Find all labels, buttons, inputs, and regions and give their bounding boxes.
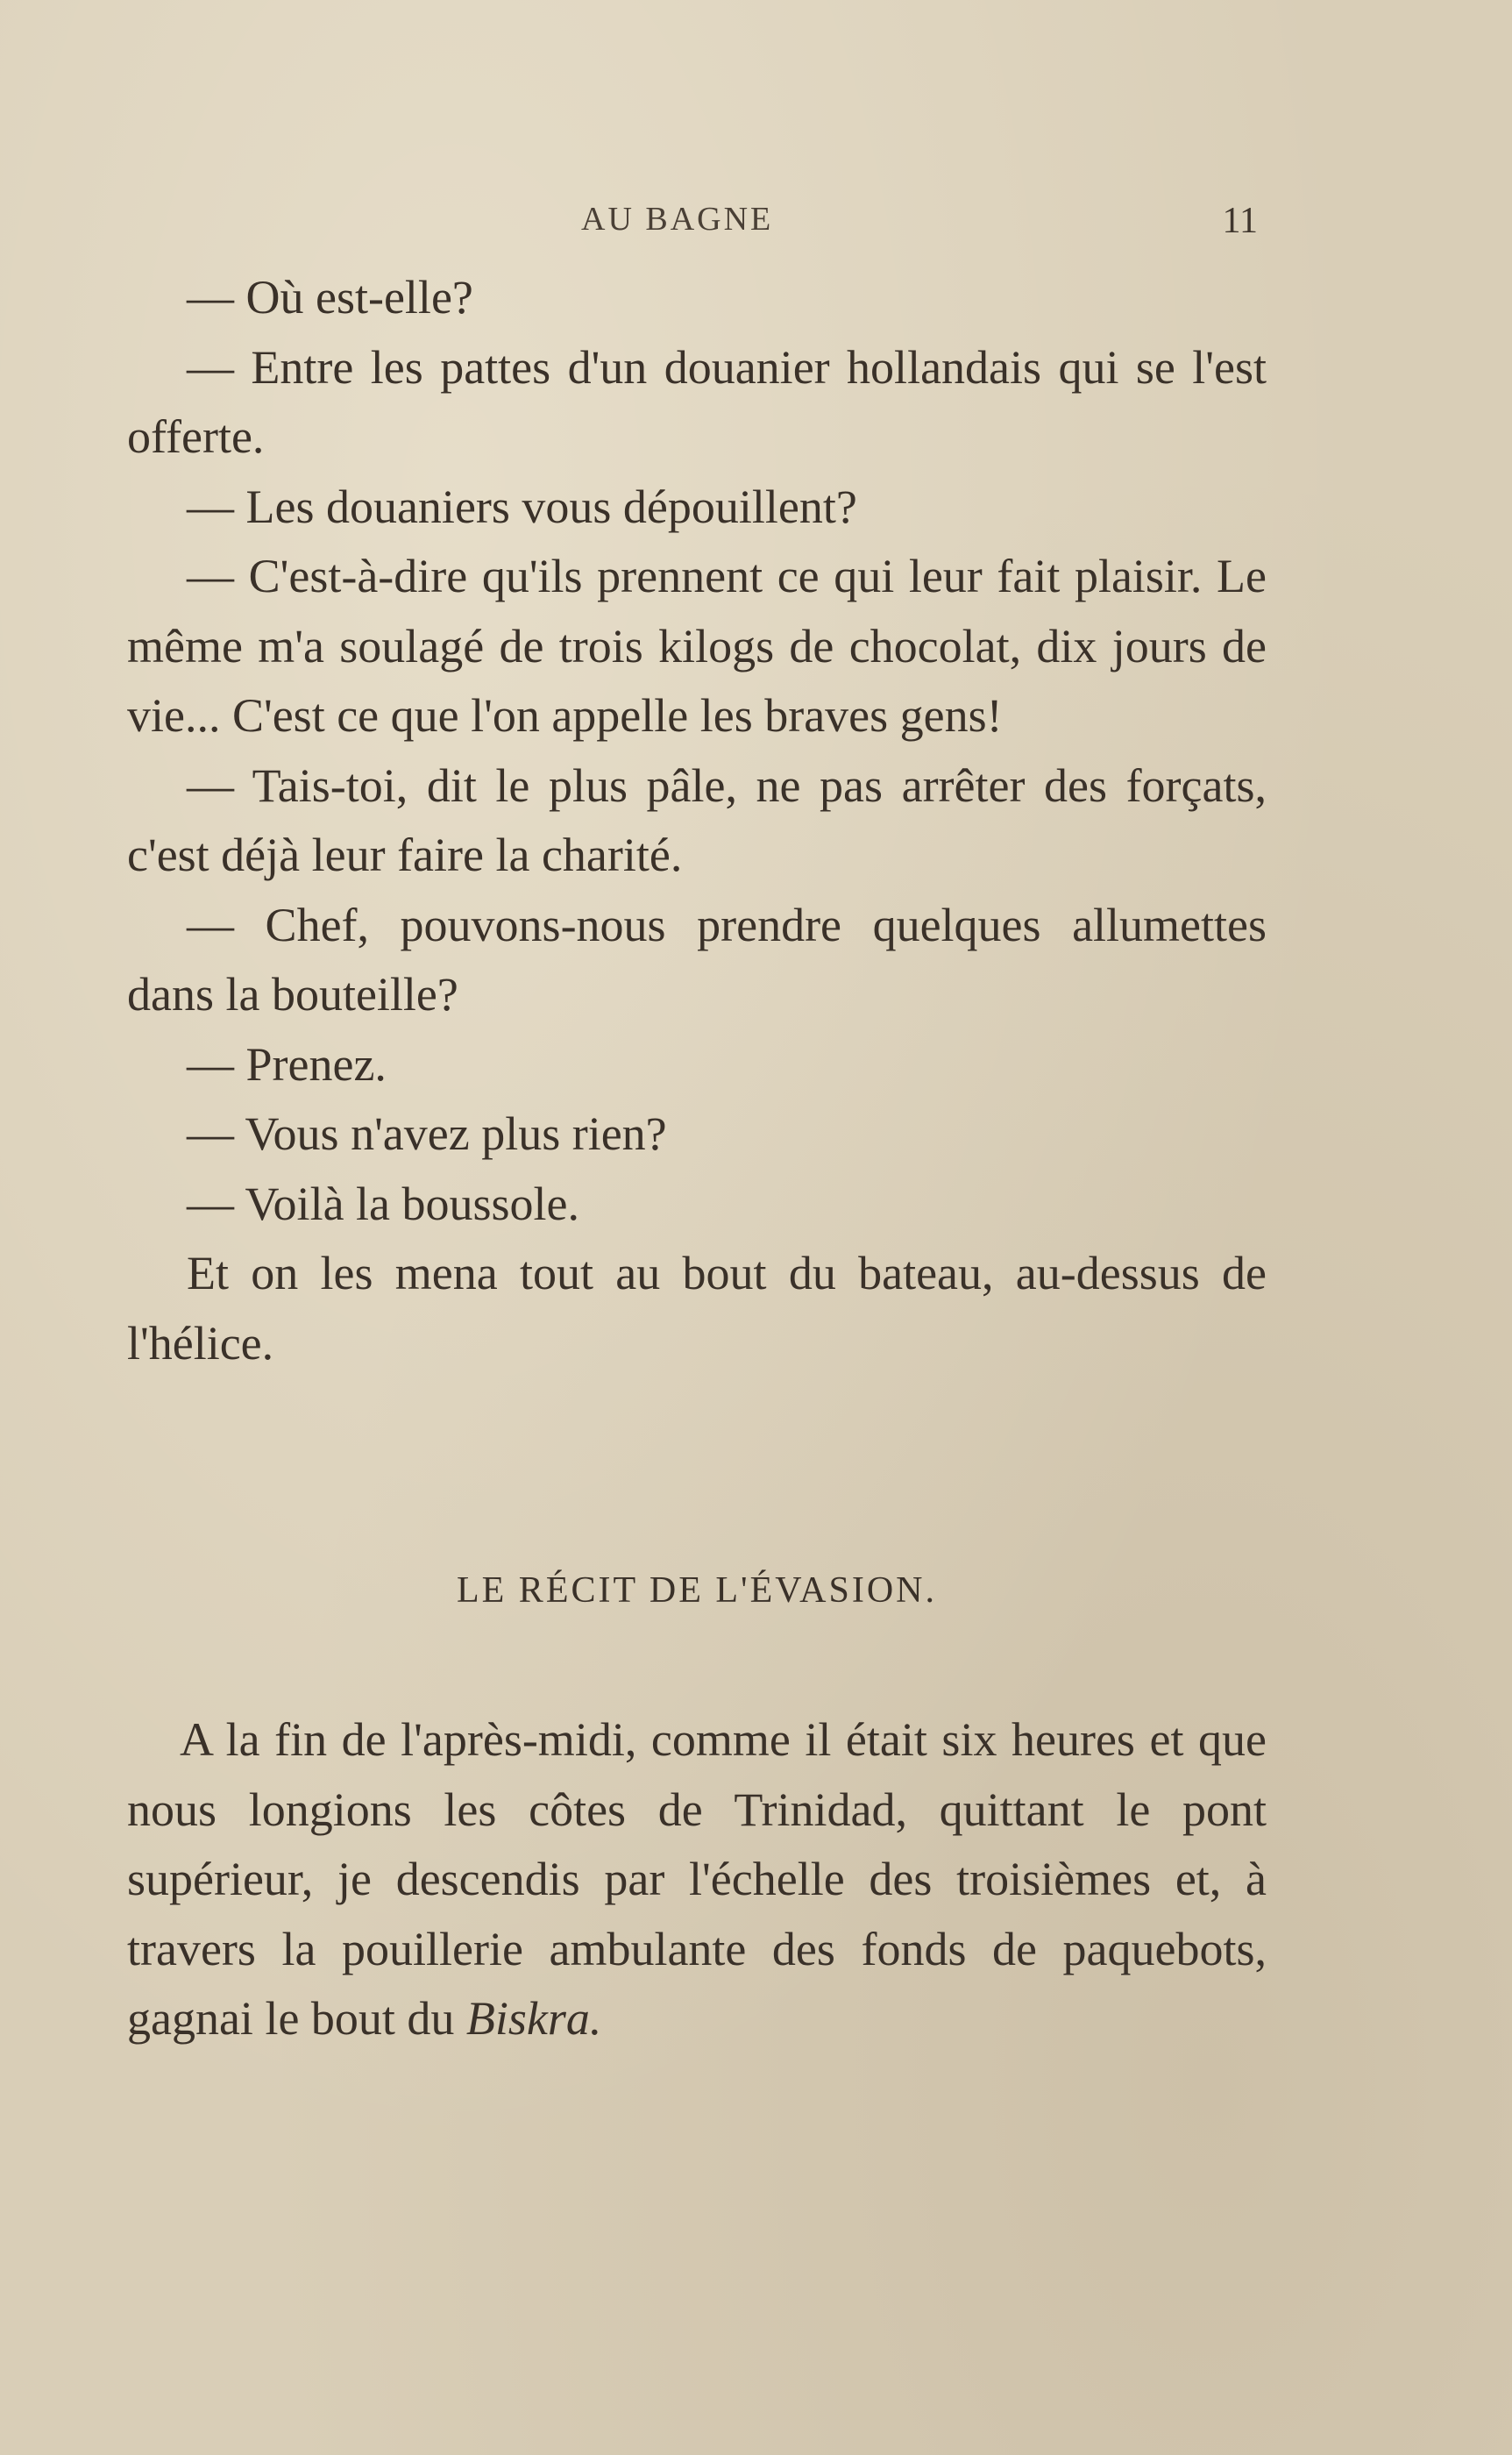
dialogue-line: — Les douaniers vous dépouillent? (187, 480, 857, 533)
dialogue-block (127, 263, 1267, 1378)
section-body (127, 1705, 1267, 2054)
dialogue-line: — Chef, pouvons-nous prendre quelques allumettes dans la bouteille? (127, 898, 1267, 1021)
dialogue-line: — Vous n'avez plus rien? (187, 1107, 667, 1160)
ship-name: Biskra. (465, 1992, 602, 2045)
section-title: LE RÉCIT DE L'ÉVASION. (457, 1570, 937, 1611)
dialogue-line: — Tais-toi, dit le plus pâle, ne pas arrêter des forçats, c'est déjà leur faire la charité. (127, 758, 1267, 881)
dialogue-line: — Prenez. (187, 1037, 387, 1091)
page-number: 11 (1222, 201, 1258, 241)
narration-paragraph: Et on les mena tout au bout du bateau, au-dessus de l'hélice. (127, 1247, 1267, 1370)
page-header (127, 200, 1267, 253)
dialogue-line: — C'est-à-dire qu'ils prennent ce qui leur fait plaisir. Le même m'a soulagé de trois kilogs de chocolat, dix jours de vie... C'est ce que l'on appelle les braves gens! (127, 550, 1267, 742)
running-title: AU BAGNE (581, 201, 774, 238)
section-paragraph (127, 1705, 1267, 2054)
dialogue-line: — Où est-elle? (187, 271, 473, 324)
paragraph-text: A la fin de l'après-midi, comme il était six heures et que nous longions les côtes de Trinidad, quittant le pont supérieur, je descendis par l'échelle des troisièmes et, à travers la pouillerie ambulante des fonds de paquebots, gagnai le bout du (127, 1713, 1267, 2045)
dialogue-line: — Voilà la boussole. (187, 1177, 580, 1230)
dialogue-line: — Entre les pattes d'un douanier hollandais qui se l'est offerte. (127, 340, 1267, 463)
